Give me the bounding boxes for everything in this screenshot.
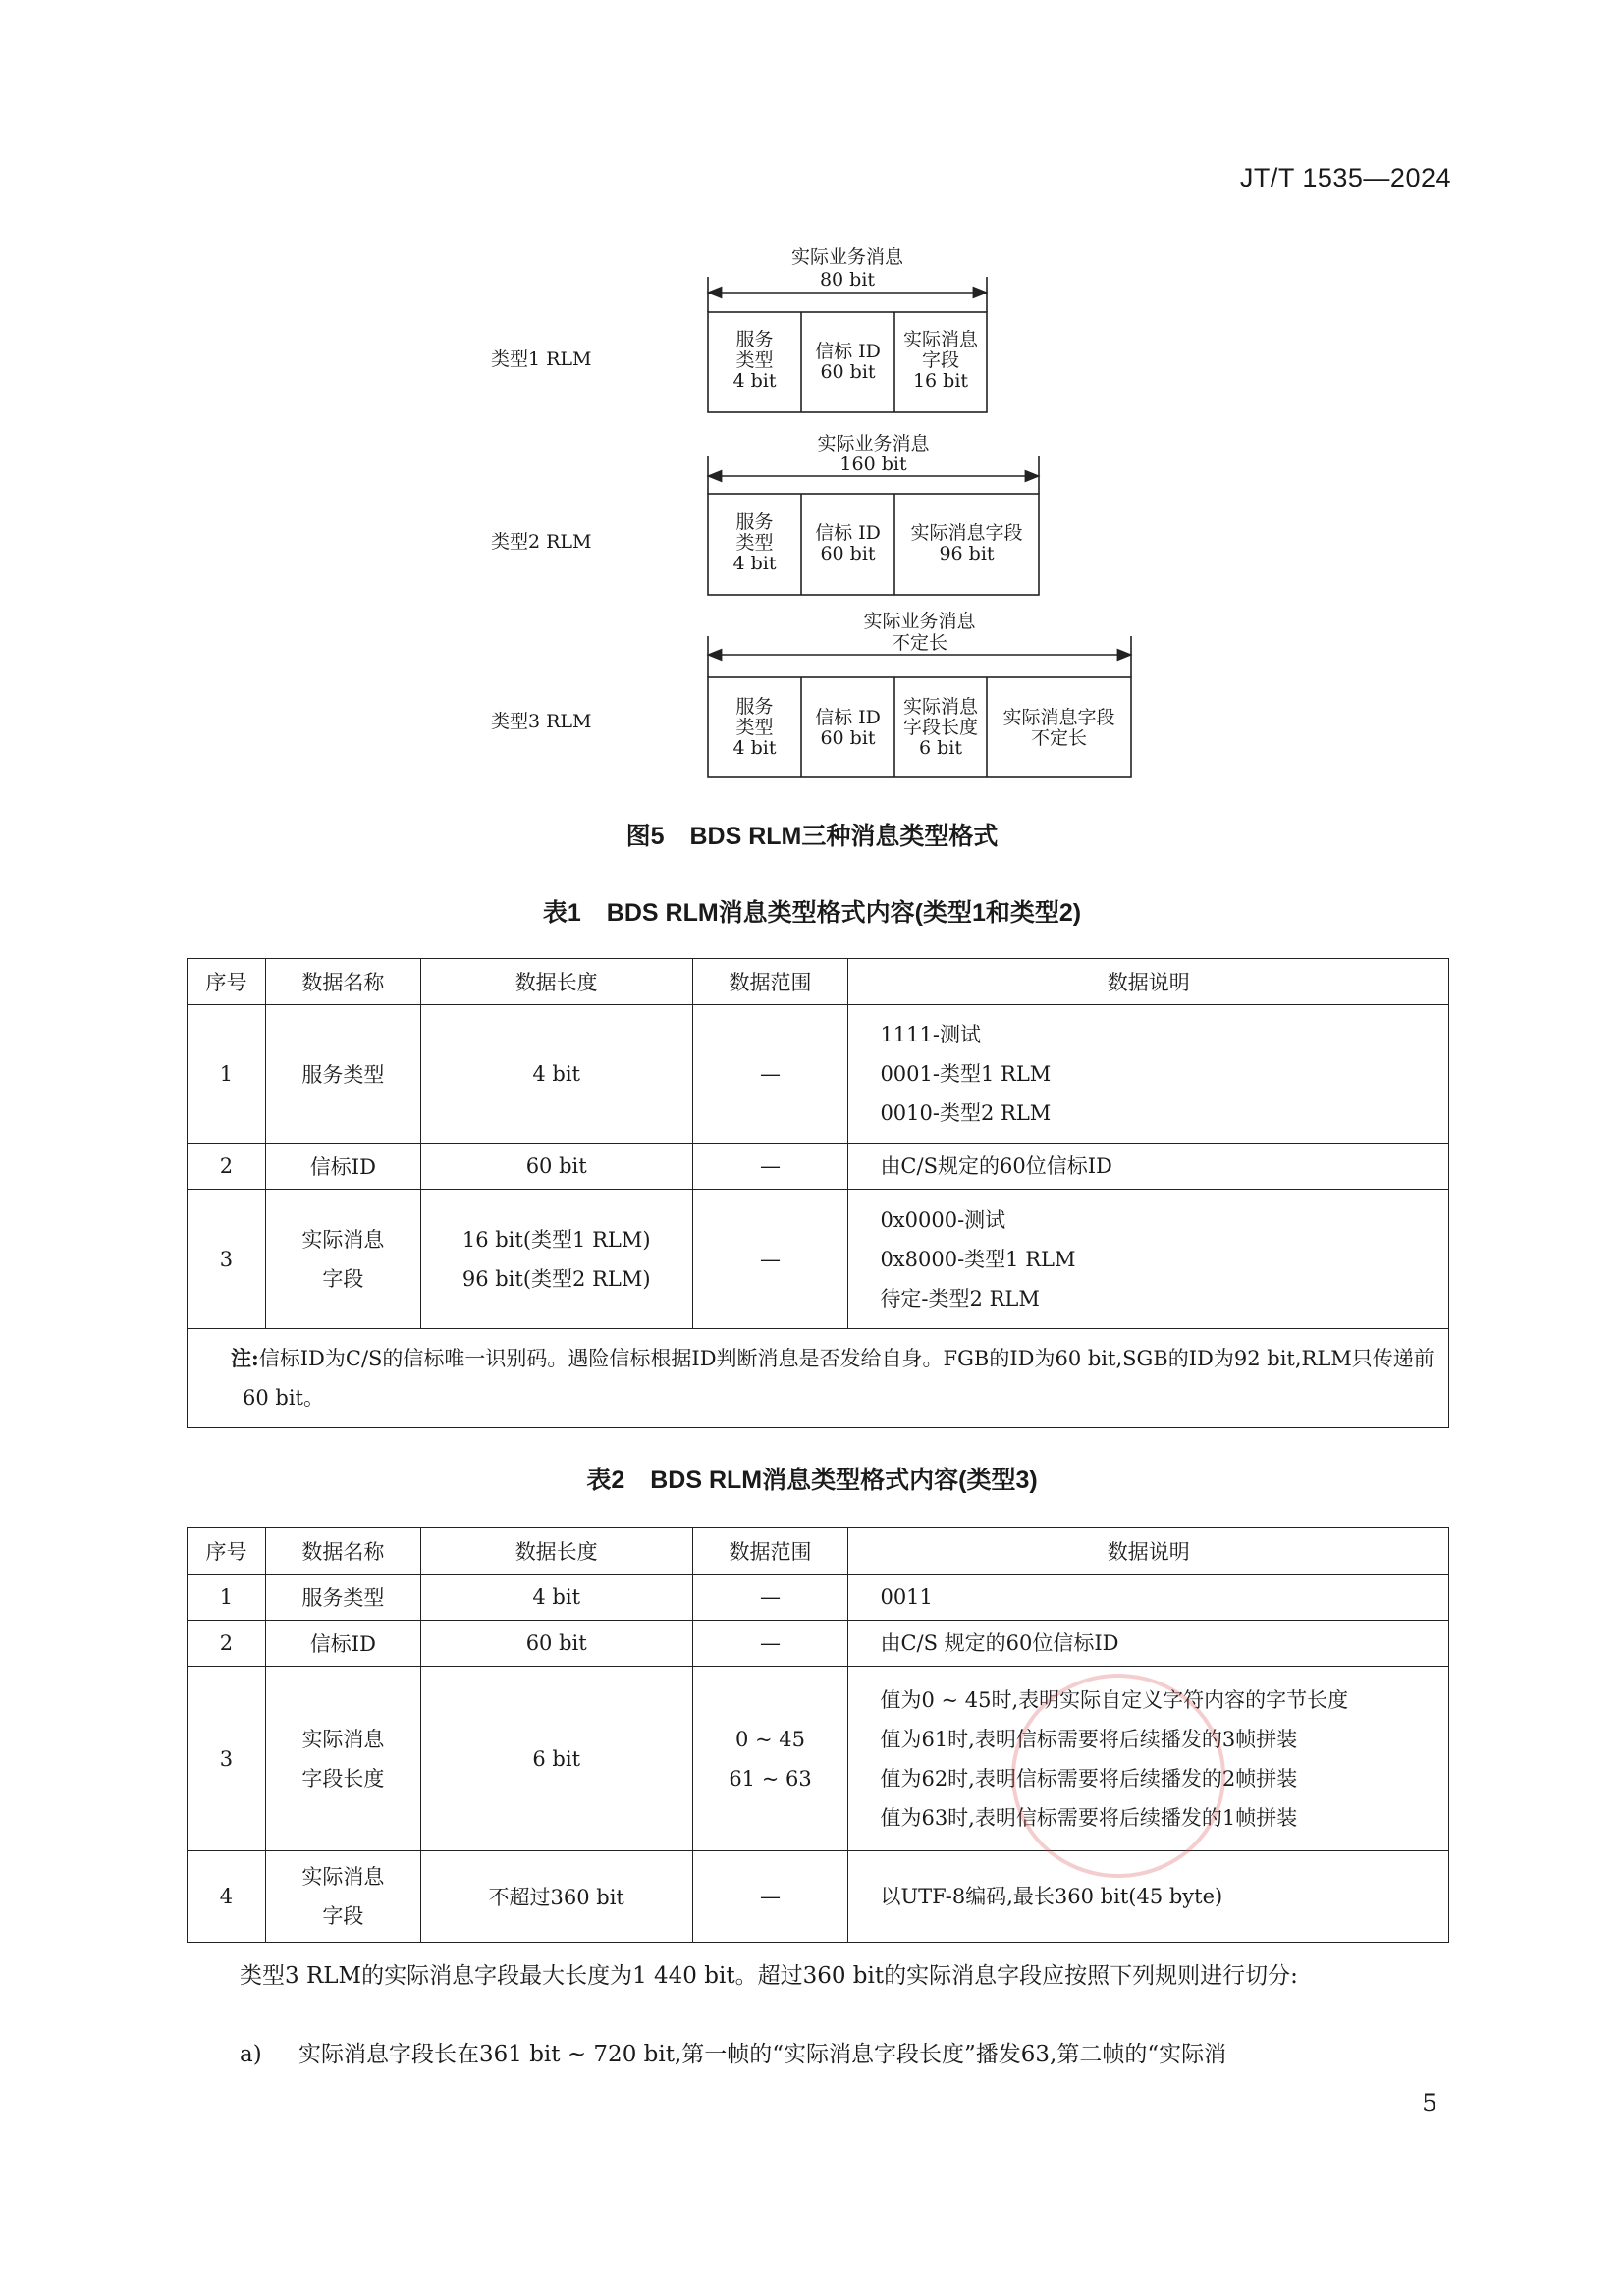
cell-name: 信标ID xyxy=(265,1144,420,1190)
list-item-a xyxy=(240,2035,1449,2074)
header-cell: 数据名称 xyxy=(265,959,420,1005)
cell-no: 2 xyxy=(188,1144,266,1190)
table-row xyxy=(188,1621,1449,1667)
desc-line: 值为61时,表明信标需要将后续播发的3帧拼装 xyxy=(880,1727,1298,1751)
desc-line: 0011 xyxy=(880,1585,933,1609)
list-item-label: a) xyxy=(240,2042,262,2067)
cell-length: 6 bit xyxy=(420,1667,692,1851)
desc-line: 值为62时,表明信标需要将后续播发的2帧拼装 xyxy=(880,1766,1298,1790)
cell-range: 0 ~ 45 61 ~ 63 xyxy=(692,1667,848,1851)
span-value: 不定长 xyxy=(891,632,947,654)
span-title: 实际业务消息 xyxy=(790,246,903,268)
list-item-text: 实际消息字段长在361 bit ~ 720 bit,第一帧的“实际消息字段长度”播发63,第二帧的“实际消 xyxy=(298,2042,1227,2067)
desc-line: 由C/S规定的60位信标ID xyxy=(880,1154,1112,1178)
desc-line: 由C/S 规定的60位信标ID xyxy=(880,1631,1119,1655)
cell-desc xyxy=(848,1005,1449,1144)
field-cell: 信标 ID 60 bit xyxy=(815,707,881,749)
table1 xyxy=(187,958,1449,1428)
cell-no: 2 xyxy=(188,1621,266,1667)
field-cell: 服务 类型 4 bit xyxy=(732,329,777,392)
cell-no: 1 xyxy=(188,1005,266,1144)
table1-caption xyxy=(0,893,1624,929)
cell-desc xyxy=(848,1575,1449,1621)
cell-no: 1 xyxy=(188,1575,266,1621)
figure-row-label: 类型1 RLM xyxy=(491,348,592,370)
desc-line: 以UTF-8编码,最长360 bit(45 byte) xyxy=(880,1885,1223,1908)
table2 xyxy=(187,1527,1449,1943)
cell-desc xyxy=(848,1144,1449,1190)
table-note xyxy=(188,1329,1449,1428)
figure-row-label: 类型3 RLM xyxy=(491,711,592,732)
cell-length: 4 bit xyxy=(420,1575,692,1621)
cell-range: — xyxy=(692,1005,848,1144)
cell-no: 3 xyxy=(188,1667,266,1851)
table-row xyxy=(188,1575,1449,1621)
table2-caption xyxy=(0,1461,1624,1496)
table1-caption-number: 表1 xyxy=(542,899,581,927)
table-row xyxy=(188,1190,1449,1329)
note-text: 信标ID为C/S的信标唯一识别码。遇险信标根据ID判断消息是否发给自身。FGB的ID为60 bit,SGB的ID为92 bit,RLM只传递前60 bit。 xyxy=(243,1347,1435,1410)
table-row xyxy=(188,1144,1449,1190)
page-number: 5 xyxy=(1422,2089,1437,2117)
cell-length: 60 bit xyxy=(420,1144,692,1190)
figure-row-label: 类型2 RLM xyxy=(491,531,592,553)
desc-line: 值为0 ~ 45时,表明实际自定义字符内容的字节长度 xyxy=(880,1687,1349,1712)
desc-line: 0010-类型2 RLM xyxy=(880,1101,1052,1125)
table2-caption-text: BDS RLM消息类型格式内容(类型3) xyxy=(650,1467,1038,1494)
cell-range: — xyxy=(692,1144,848,1190)
cell-name: 实际消息 字段长度 xyxy=(265,1667,420,1851)
desc-line: 待定-类型2 RLM xyxy=(880,1286,1040,1310)
table-header-row xyxy=(188,959,1449,1005)
table-row xyxy=(188,1851,1449,1943)
header-cell: 数据范围 xyxy=(692,1528,848,1575)
cell-length: 16 bit(类型1 RLM) 96 bit(类型2 RLM) xyxy=(420,1190,692,1329)
desc-line: 值为63时,表明信标需要将后续播发的1帧拼装 xyxy=(880,1805,1298,1830)
table-row xyxy=(188,1005,1449,1144)
field-cell: 实际消息字段 96 bit xyxy=(910,522,1023,564)
cell-desc xyxy=(848,1621,1449,1667)
cell-length: 4 bit xyxy=(420,1005,692,1144)
desc-line: 1111-测试 xyxy=(880,1023,981,1046)
desc-line: 0001-类型1 RLM xyxy=(880,1062,1052,1086)
cell-name: 信标ID xyxy=(265,1621,420,1667)
field-cell: 实际消息字段 不定长 xyxy=(1002,707,1115,749)
span-title: 实际业务消息 xyxy=(863,611,976,632)
figure-caption xyxy=(0,817,1624,852)
cell-name: 实际消息 字段 xyxy=(265,1190,420,1329)
header-cell: 数据长度 xyxy=(420,1528,692,1575)
body-paragraph: 类型3 RLM的实际消息字段最大长度为1 440 bit。超过360 bit的实际消息字段应按照下列规则进行切分: xyxy=(240,1963,1298,1989)
header-cell: 序号 xyxy=(188,959,266,1005)
field-cell: 实际消息 字段长度 6 bit xyxy=(902,696,978,759)
field-cell: 信标 ID 60 bit xyxy=(815,341,881,383)
cell-name: 服务类型 xyxy=(265,1575,420,1621)
header-cell: 数据名称 xyxy=(265,1528,420,1575)
table-header-row xyxy=(188,1528,1449,1575)
cell-range: — xyxy=(692,1190,848,1329)
rlm-format-diagram xyxy=(0,0,1624,805)
span-title: 实际业务消息 xyxy=(817,433,930,454)
table1-caption-text: BDS RLM消息类型格式内容(类型1和类型2) xyxy=(606,899,1082,927)
header-cell: 数据说明 xyxy=(848,959,1449,1005)
cell-length: 60 bit xyxy=(420,1621,692,1667)
cell-desc xyxy=(848,1851,1449,1943)
field-cell: 服务 类型 4 bit xyxy=(732,511,777,574)
cell-range: — xyxy=(692,1575,848,1621)
table-row xyxy=(188,1667,1449,1851)
table-note-row xyxy=(188,1329,1449,1428)
cell-range: — xyxy=(692,1851,848,1943)
figure-caption-text: BDS RLM三种消息类型格式 xyxy=(689,823,999,850)
cell-no: 4 xyxy=(188,1851,266,1943)
span-value: 160 bit xyxy=(839,454,907,475)
desc-line: 0x8000-类型1 RLM xyxy=(880,1247,1076,1271)
desc-line: 0x0000-测试 xyxy=(880,1207,1006,1232)
field-cell: 实际消息 字段 16 bit xyxy=(902,329,978,392)
figure-caption-number: 图5 xyxy=(625,823,665,850)
cell-desc xyxy=(848,1667,1449,1851)
cell-name: 实际消息 字段 xyxy=(265,1851,420,1943)
header-cell: 序号 xyxy=(188,1528,266,1575)
header-cell: 数据说明 xyxy=(848,1528,1449,1575)
table2-caption-number: 表2 xyxy=(586,1467,625,1494)
note-label: 注: xyxy=(231,1346,259,1370)
cell-no: 3 xyxy=(188,1190,266,1329)
field-cell: 服务 类型 4 bit xyxy=(732,696,777,759)
cell-desc xyxy=(848,1190,1449,1329)
cell-name: 服务类型 xyxy=(265,1005,420,1144)
header-cell: 数据范围 xyxy=(692,959,848,1005)
field-cell: 信标 ID 60 bit xyxy=(815,522,881,564)
cell-length: 不超过360 bit xyxy=(420,1851,692,1943)
span-value: 80 bit xyxy=(819,269,876,291)
document-number: JT/T 1535—2024 xyxy=(1239,163,1451,192)
cell-range: — xyxy=(692,1621,848,1667)
header-cell: 数据长度 xyxy=(420,959,692,1005)
